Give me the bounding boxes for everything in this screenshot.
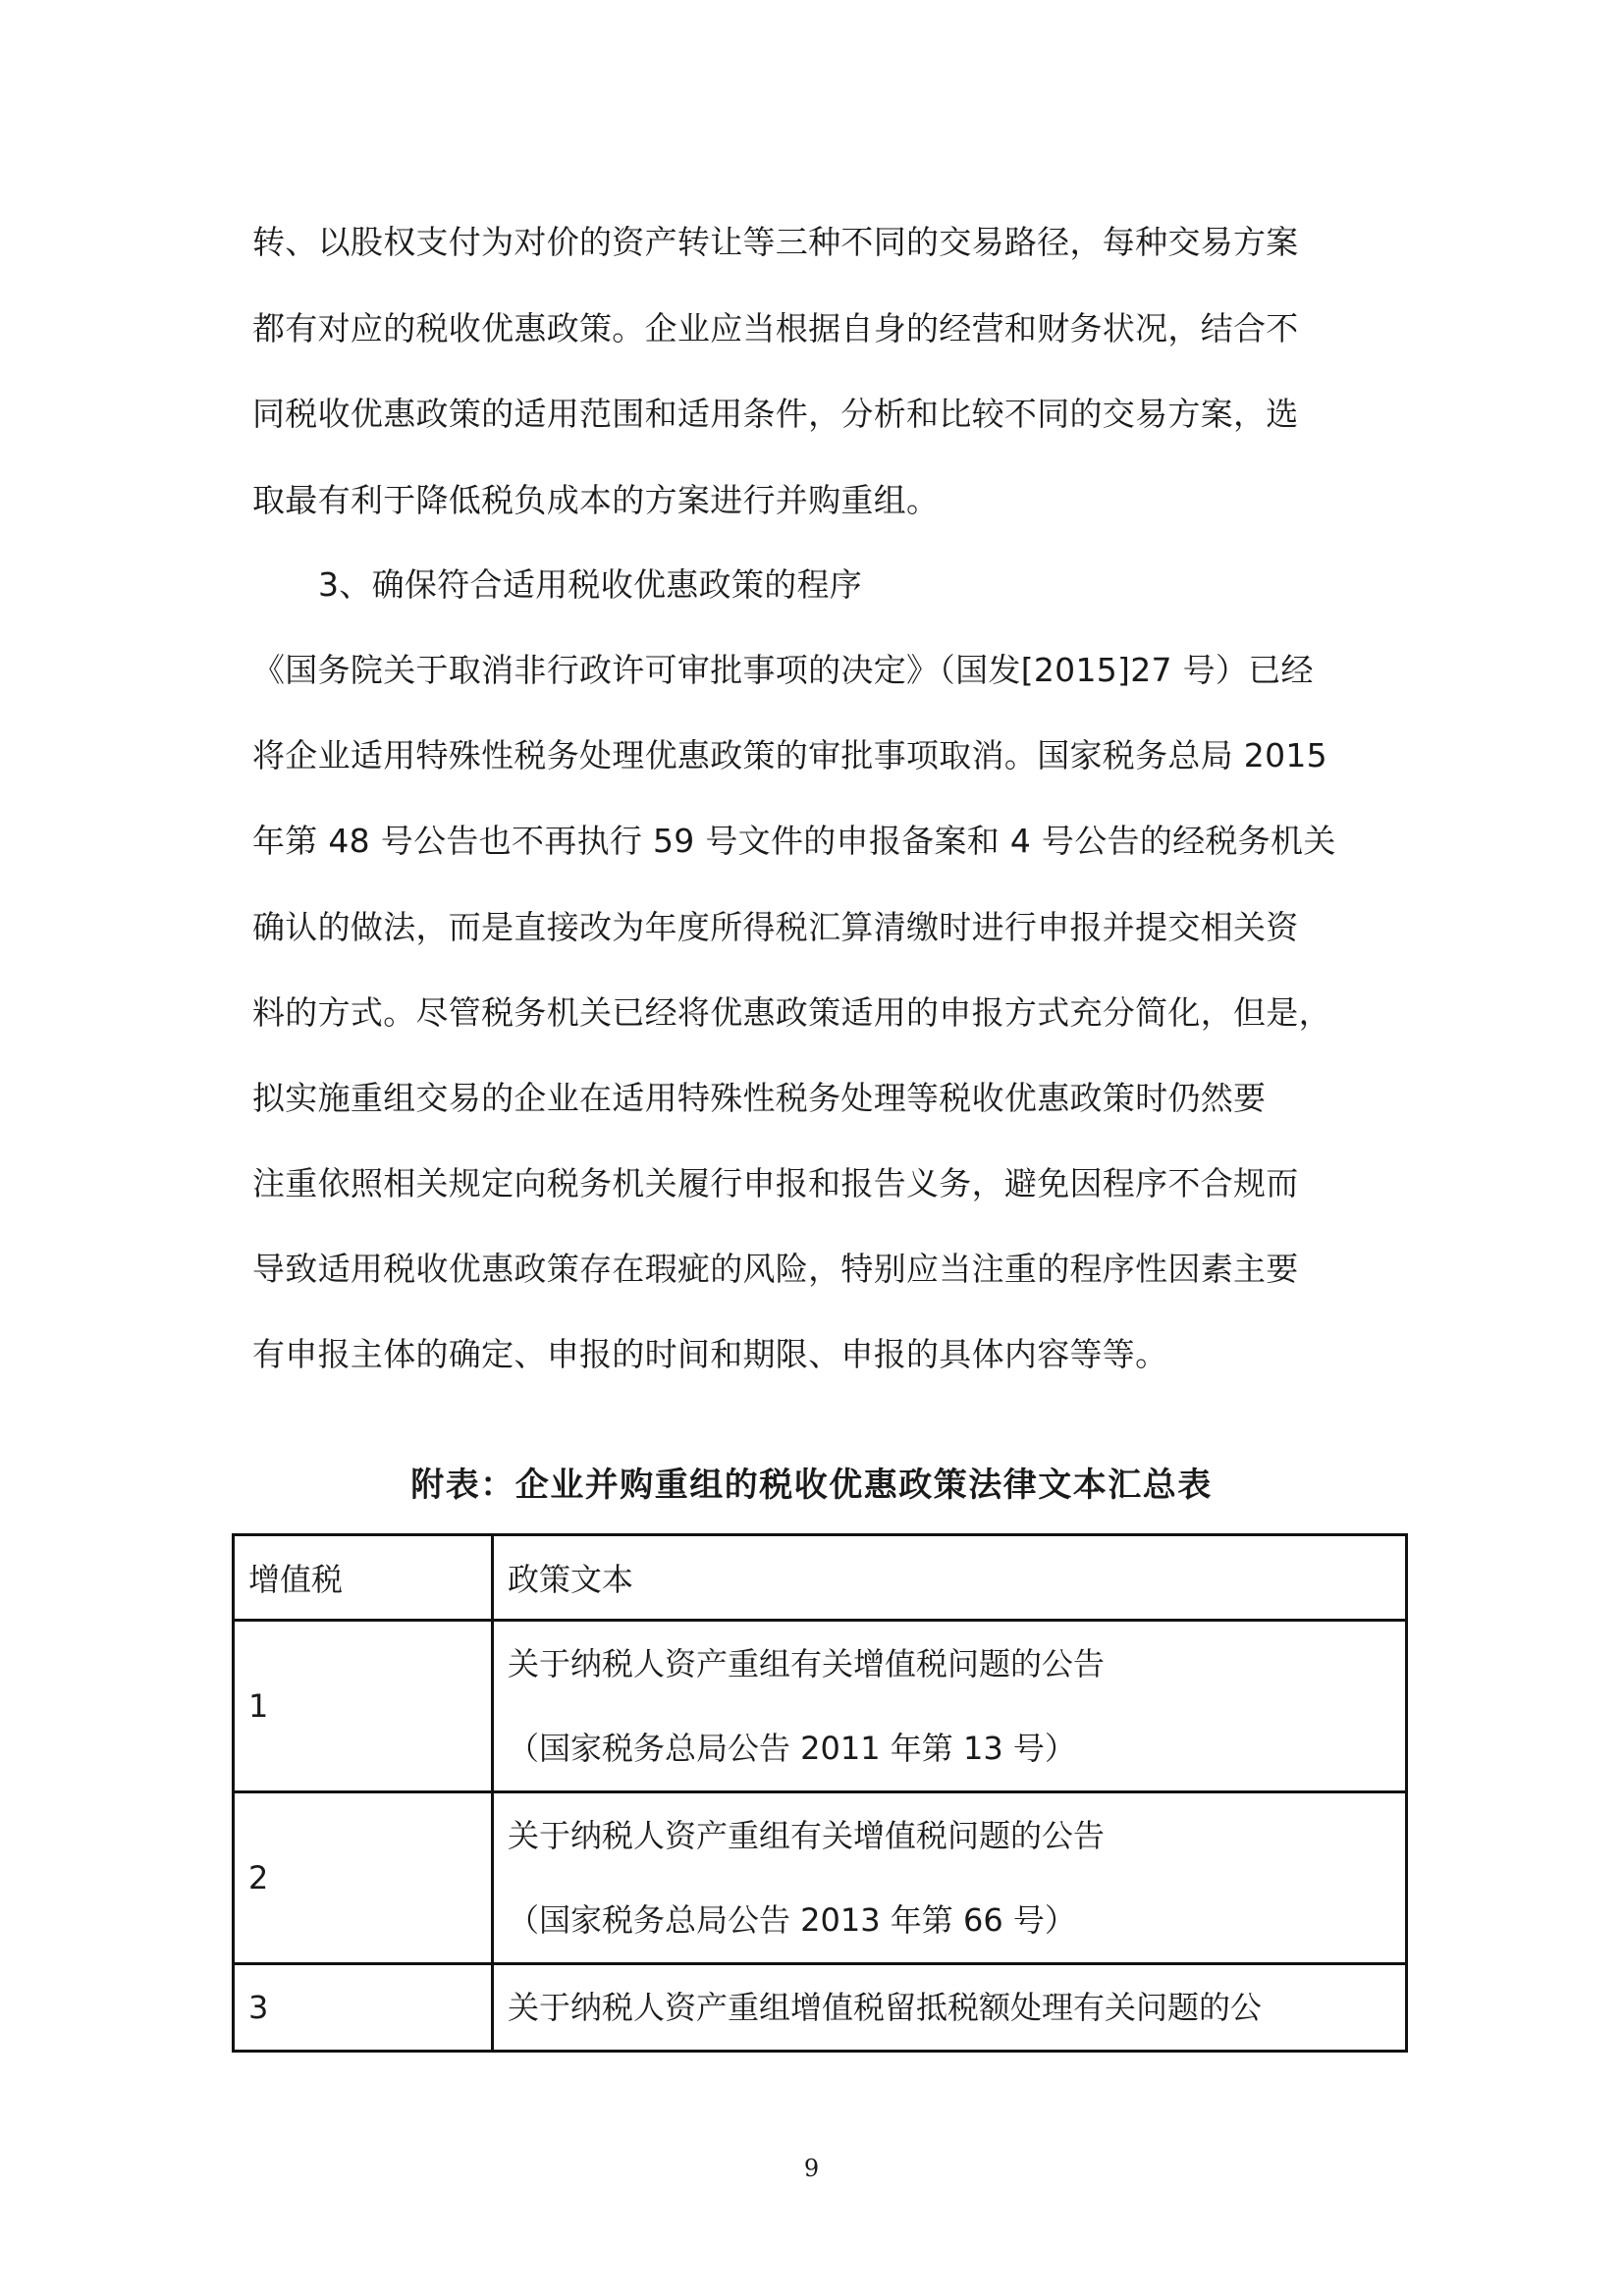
body-line: 有申报主体的确定、申报的时间和期限、申报的具体内容等等。 [252,1335,1168,1373]
policy-cell [493,1964,1407,2052]
policy-title: 关于纳税人资产重组有关增值税问题的公告 [508,1817,1106,1854]
policy-title: 关于纳税人资产重组增值税留抵税额处理有关问题的公 [508,1989,1263,2026]
body-line: 拟实施重组交易的企业在适用特殊性税务处理等税收优惠政策时仍然要 [252,1079,1267,1117]
table-header-row [234,1535,1407,1621]
header-cell-policy: 政策文本 [493,1535,1407,1621]
body-line: 将企业适用特殊性税务处理优惠政策的审批事项取消。国家税务总局 2015 [252,736,1327,774]
row-number: 3 [234,1964,493,2052]
header-cell-tax: 增值税 [234,1535,493,1621]
body-line: 《国务院关于取消非行政许可审批事项的决定》（国发[2015]27 号）已经 [252,651,1314,689]
table-row [234,1964,1407,2052]
row-number: 2 [234,1792,493,1964]
policy-table [232,1533,1408,2053]
table-row [234,1792,1407,1964]
paragraph-line: 都有对应的税收优惠政策。企业应当根据自身的经营和财务状况，结合不 [252,309,1299,347]
body-line: 导致适用税收优惠政策存在瑕疵的风险，特别应当注重的程序性因素主要 [252,1250,1299,1288]
policy-title: 关于纳税人资产重组有关增值税问题的公告 [508,1645,1106,1682]
policy-cell [493,1792,1407,1964]
row-number: 1 [234,1621,493,1792]
section-heading: 3、确保符合适用税收优惠政策的程序 [318,565,863,604]
policy-cell [493,1621,1407,1792]
policy-reference: （国家税务总局公告 2013 年第 66 号） [508,1901,1076,1939]
page-number: 9 [803,2155,820,2182]
body-line: 料的方式。尽管税务机关已经将优惠政策适用的申报方式充分简化，但是， [252,993,1331,1032]
body-line: 年第 48 号公告也不再执行 59 号文件的申报备案和 4 号公告的经税务机关 [252,822,1336,860]
paragraph-line: 转、以股权支付为对价的资产转让等三种不同的交易路径，每种交易方案 [252,223,1299,261]
policy-reference: （国家税务总局公告 2011 年第 13 号） [508,1730,1076,1767]
body-line: 确认的做法，而是直接改为年度所得税汇算清缴时进行申报并提交相关资 [252,908,1299,946]
table-title: 附表：企业并购重组的税收优惠政策法律文本汇总表 [410,1466,1213,1505]
table-row [234,1621,1407,1792]
body-line: 注重依照相关规定向税务机关履行申报和报告义务，避免因程序不合规而 [252,1164,1299,1202]
paragraph-line: 取最有利于降低税负成本的方案进行并购重组。 [252,481,940,519]
paragraph-line: 同税收优惠政策的适用范围和适用条件，分析和比较不同的交易方案，选 [252,395,1299,433]
